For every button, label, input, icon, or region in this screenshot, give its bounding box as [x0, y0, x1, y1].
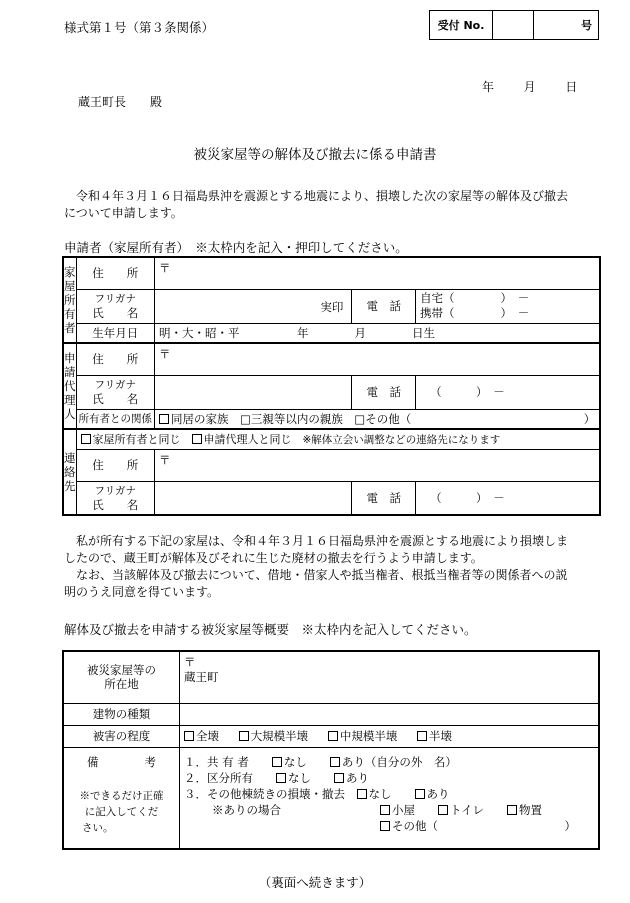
form-number: 様式第１号（第３条関係）: [64, 20, 215, 35]
application-date: [482, 78, 577, 95]
remark-co-owner: １．共 有 者 なし あり（自分の外 名）: [184, 754, 457, 769]
receipt-box: [429, 10, 599, 40]
receipt-label: 受付 No.: [430, 11, 493, 39]
date-month-label: 月: [523, 80, 536, 94]
remark-sectional-ownership: ２．区分所有 なし あり: [184, 770, 370, 785]
receipt-suffix: 号: [581, 19, 592, 32]
location-field[interactable]: [180, 651, 599, 703]
checkbox[interactable]: [380, 821, 390, 831]
checkbox-total-collapse[interactable]: [184, 731, 194, 741]
contact-options[interactable]: 家屋所有者と同じ 申請代理人と同じ ※解体立会い調整などの連絡先になります: [76, 429, 600, 449]
owner-address-field[interactable]: [155, 257, 601, 289]
agent-section-label: 申 請 代 理 人: [63, 343, 76, 429]
home-phone: 自宅（ ） －: [420, 291, 530, 305]
relation-label: 所有者との関係: [76, 409, 155, 429]
damage-options[interactable]: 全壊 大規模半壊 中規模半壊 半壊: [180, 725, 599, 747]
continued-on-back: （裏面へ続きます）: [258, 875, 372, 890]
applicant-heading: 申請者（家屋所有者） ※太枠内を記入・押印してください。: [64, 240, 408, 255]
checkbox-medium-scale-half[interactable]: [328, 731, 338, 741]
page-title: 被災家屋等の解体及び撤去に係る申請書: [193, 147, 437, 163]
checkbox[interactable]: [507, 805, 517, 815]
contact-address-field[interactable]: 〒: [155, 449, 601, 481]
consent-paragraph: 私が所有する下記の家屋は、令和４年３月１６日福島県沖を震源とする地震により損壊しましたので、蔵王町が解体及びそれに生じた廃材の撤去を行うよう申請します。: [64, 534, 569, 565]
town-name: 蔵王町: [184, 670, 219, 684]
contact-phone-field[interactable]: （ ） －: [416, 481, 601, 515]
property-table: [62, 650, 600, 850]
addressee: 蔵王町長 殿: [78, 95, 163, 109]
checkbox[interactable]: [334, 773, 344, 783]
agent-address-label: 住 所: [76, 343, 155, 375]
receipt-number-field-1[interactable]: [493, 11, 534, 39]
agent-phone-label: 電 話: [352, 375, 416, 409]
date-year-label: 年: [482, 80, 495, 94]
remark-attached-buildings: ３．その他棟続きの損壊・撤去 なし あり: [184, 786, 450, 801]
checkbox[interactable]: [272, 757, 282, 767]
remarks-label: 備 考 ※できるだけ正確 に記入してくだ さい。: [63, 747, 180, 849]
checkbox-large-scale-half[interactable]: [239, 731, 249, 741]
contact-address-label: 住 所: [76, 449, 155, 481]
date-day-label: 日: [565, 80, 578, 94]
building-type-label: 建物の種類: [63, 703, 180, 725]
agent-phone-field[interactable]: （ ） －: [416, 375, 601, 409]
agent-name-field[interactable]: [155, 375, 352, 409]
owner-name-label: フリガナ 氏 名: [76, 289, 155, 323]
checkbox[interactable]: [276, 773, 286, 783]
property-heading: 解体及び撤去を申請する被災家屋等概要 ※太枠内を記入してください。: [64, 622, 477, 637]
building-type-field[interactable]: [180, 703, 599, 725]
checkbox-same-as-owner[interactable]: [81, 434, 91, 444]
owner-section-label: 家 屋 所 有 者: [63, 257, 76, 343]
mobile-phone: 携帯（ ） －: [420, 306, 530, 320]
contact-section-label: 連 絡 先: [63, 429, 76, 515]
postal-mark: 〒: [159, 261, 171, 275]
location-label: 被災家屋等の 所在地: [63, 651, 180, 703]
checkbox[interactable]: [415, 789, 425, 799]
contact-name-label: フリガナ 氏 名: [76, 481, 155, 515]
remarks-field[interactable]: [180, 747, 599, 849]
contact-phone-label: 電 話: [352, 481, 416, 515]
owner-name-field[interactable]: [155, 289, 352, 323]
damage-label: 被害の程度: [63, 725, 180, 747]
owner-address-label: 住 所: [76, 257, 155, 289]
agent-name-label: フリガナ 氏 名: [76, 375, 155, 409]
owner-phone-label: 電 話: [352, 289, 416, 323]
checkbox[interactable]: [330, 757, 340, 767]
contact-name-field[interactable]: [155, 481, 352, 515]
intro-paragraph: 令和４年３月１６日福島県沖を震源とする地震により、損壊した次の家屋等の解体及び撤去について申請します。: [64, 189, 569, 220]
postal-mark: 〒: [184, 655, 196, 669]
checkbox-half-collapse[interactable]: [417, 731, 427, 741]
checkbox[interactable]: [159, 414, 169, 424]
consent-paragraph-2: なお、当該解体及び撤去について、借地・借家人や抵当権者、根抵当権者等の関係者への説明のうえ同意を得ています。: [64, 568, 568, 599]
remark-if-yes: ※ありの場合 小屋 トイレ 物置: [212, 802, 542, 817]
remark-other: その他（ ）: [184, 818, 594, 834]
birth-field[interactable]: 明・大・昭・平 年 月 日生: [155, 323, 601, 343]
seal-label: 実印: [320, 299, 344, 314]
checkbox-same-as-agent[interactable]: [192, 434, 202, 444]
relation-options[interactable]: 同居の家族 □三親等以内の親族 □その他（ ）: [155, 409, 601, 429]
birth-label: 生年月日: [76, 323, 155, 343]
owner-phone-field[interactable]: [416, 289, 601, 323]
applicant-table: [62, 256, 601, 516]
contact-note: ※解体立会い調整などの連絡先になります: [302, 434, 501, 447]
checkbox[interactable]: [438, 805, 448, 815]
checkbox[interactable]: [380, 805, 390, 815]
checkbox[interactable]: [357, 789, 367, 799]
agent-address-field[interactable]: 〒: [155, 343, 601, 375]
